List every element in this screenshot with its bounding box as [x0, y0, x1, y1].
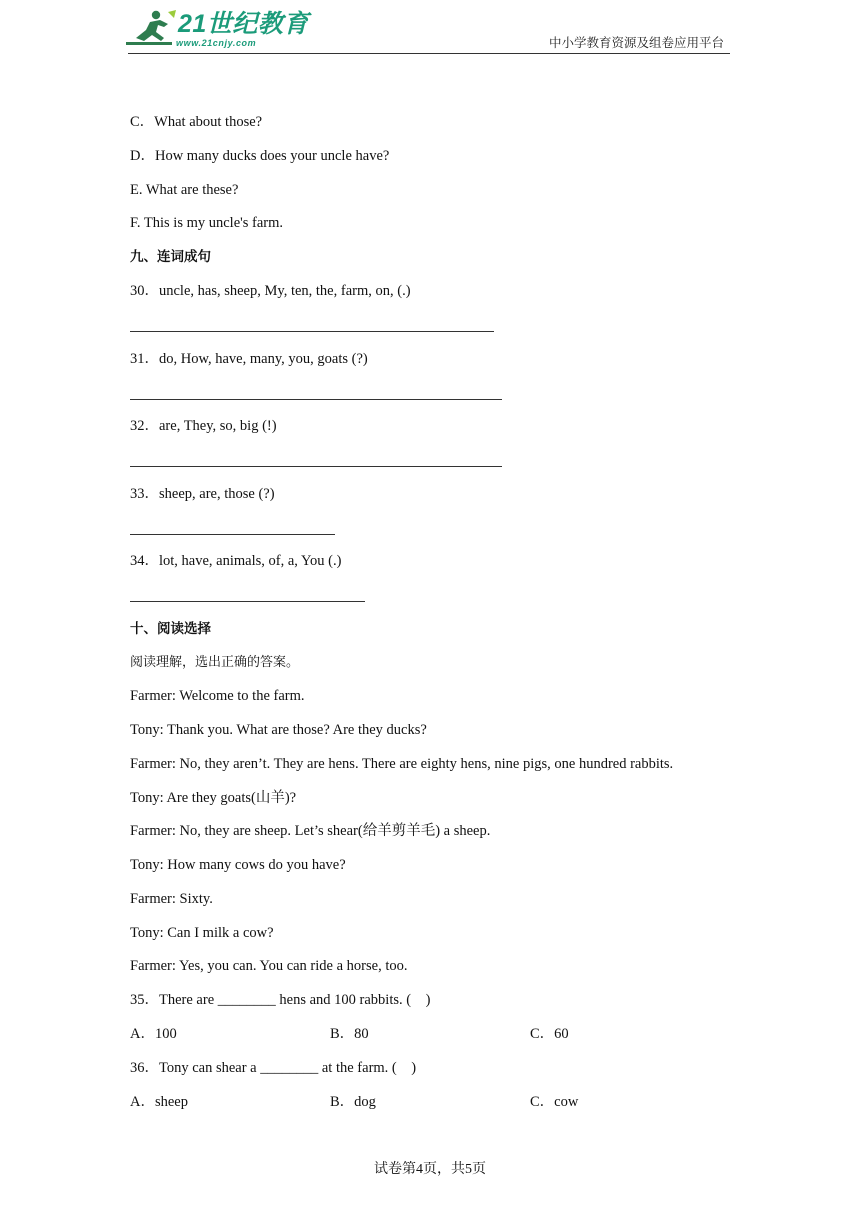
section-9-title: 九、连词成句 [130, 249, 211, 265]
answer-line-32[interactable] [130, 466, 502, 467]
option-c: C．What about those? [130, 114, 263, 130]
q36-option-a[interactable]: A．sheep [130, 1094, 188, 1110]
answer-line-33[interactable] [130, 534, 335, 535]
option-d: D．How many ducks does your uncle have? [130, 148, 390, 164]
section-10-title: 十、阅读选择 [130, 621, 211, 637]
dialogue-line: Farmer: Welcome to the farm. [130, 688, 305, 704]
dialogue-line: Tony: Are they goats(山羊)? [130, 790, 297, 806]
dialogue-line: Tony: How many cows do you have? [130, 857, 346, 873]
q35-option-a[interactable]: A．100 [130, 1026, 177, 1042]
question-30: 30．uncle, has, sheep, My, ten, the, farm, on, (.) [130, 283, 411, 299]
question-36: 36．Tony can shear a ________ at the farm. ( ) [130, 1060, 417, 1076]
q35-option-c[interactable]: C．60 [530, 1026, 569, 1042]
question-33: 33．sheep, are, those (?) [130, 486, 275, 502]
platform-name: 中小学教育资源及组卷应用平台 [548, 36, 724, 50]
dialogue-line: Farmer: No, they aren’t. They are hens. There are eighty hens, nine pigs, one hundred rabbits. [130, 756, 674, 772]
question-31: 31．do, How, have, many, you, goats (?) [130, 351, 368, 367]
q36-option-b[interactable]: B．dog [330, 1094, 376, 1110]
dialogue-line: Farmer: Yes, you can. You can ride a horse, too. [130, 958, 408, 974]
dialogue-line: Tony: Can I milk a cow? [130, 925, 274, 941]
header-divider [128, 53, 730, 54]
page-header [124, 6, 730, 56]
q36-option-c[interactable]: C．cow [530, 1094, 579, 1110]
dialogue-line: Tony: Thank you. What are those? Are they ducks? [130, 722, 427, 738]
logo-url: www.21cnjy.com [176, 38, 257, 48]
reading-instruction: 阅读理解，选出正确的答案。 [130, 655, 300, 670]
question-34: 34．lot, have, animals, of, a, You (.) [130, 553, 342, 569]
option-f: F. This is my uncle's farm. [130, 215, 284, 231]
option-e: E. What are these? [130, 182, 239, 198]
logo-text: 21世纪教育 [178, 10, 309, 38]
question-35: 35．There are ________ hens and 100 rabbits. ( ) [130, 992, 431, 1008]
answer-line-31[interactable] [130, 399, 502, 400]
question-32: 32．are, They, so, big (!) [130, 418, 277, 434]
dialogue-line: Farmer: Sixty. [130, 891, 213, 907]
q35-option-b[interactable]: B．80 [330, 1026, 369, 1042]
page-footer: 试卷第4页，共5页 [374, 1162, 486, 1177]
answer-line-30[interactable] [130, 331, 494, 332]
dialogue-line: Farmer: No, they are sheep. Let’s shear(给羊剪羊毛) a sheep. [130, 823, 491, 839]
answer-line-34[interactable] [130, 601, 365, 602]
